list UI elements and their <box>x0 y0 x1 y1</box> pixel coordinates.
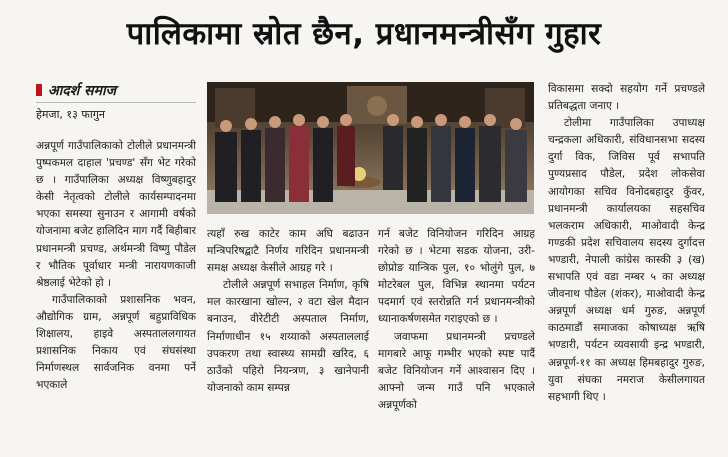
article-column-2 <box>207 226 369 454</box>
byline <box>36 80 196 103</box>
paragraph: अन्नपूर्ण गाउँपालिकाको टोलीले प्रधानमन्त्री पुष्पकमल दाहाल 'प्रचण्ड' सँग भेट गरेको छ । गाउँपालिका अध्यक्ष विष्णुबहादुर केसी नेतृत्वको टोलीले कार्यसम्पादनमा भएका समस्या सुनाउन र आगामी वर्षको योजनामा बजेट हालिदिन माग गर्दै बिहीबार प्रधानमन्त्री प्रचण्ड, अर्थमन्त्री विष्णु पौडेल र भौतिक पूर्वाधार मन्त्री नारायणकाजी श्रेष्ठलाई भेटेको हो । <box>36 140 196 289</box>
byline-marker <box>36 84 42 96</box>
group-photo-image <box>207 82 534 214</box>
article-column-3 <box>378 226 535 454</box>
paragraph: टोलीले अन्नपूर्ण सभाहल निर्माण, कृषि मल कारखाना खोल्न, २ वटा खेल मैदान बनाउन, वीरेटीटी अस्पताल निर्माण, निर्माणाधीन १५ शय्याको अस्पताललाई उपकरण तथा स्वास्थ्य सामग्री खरिद, ६ ठाउँको पहिरो नियन्त्रण, ३ खानेपानी योजनाको काम सम्पन्न <box>207 279 369 394</box>
dateline: हेमजा, १३ फागुन <box>36 108 105 121</box>
paragraph: गर्न बजेट विनियोजन गरिदिन आग्रह गरेको छ । भेटमा सडक योजना, उरी-छोप्रोङ यान्त्रिक पुल, १० भोलुंगे पुल, ७ मोटरेबल पुल, विभिन्न स्थानमा पर्यटन पदमार्ग एवं स्तरोन्नति गर्न प्रधानमन्त्रीको ध्यानाकर्षणसमेत गराइएको छ । <box>378 228 535 326</box>
headline: पालिकामा स्रोत छैन, प्रधानमन्त्रीसँग गुहार <box>126 16 602 52</box>
paragraph: जवाफमा प्रधानमन्त्री प्रचण्डले मागबारे आफू गम्भीर भएको स्पष्ट पार्दै बजेट विनियोजन गर्ने आश्वासन दिए । आफ्नो जन्म गाउँ पनि भएकाले अन्नपूर्णको <box>378 330 535 411</box>
paragraph: विकासमा सक्दो सहयोग गर्ने प्रचण्डले प्रतिबद्धता जनाए । <box>548 83 705 113</box>
paragraph: टोलीमा गाउँपालिका उपाध्यक्ष चन्द्रकला अधिकारी, संविधानसभा सदस्य दुर्गा विक, जिविस पूर्व सभापति पुण्यप्रसाद पौडेल, प्रदेश लोकसेवा आयोगका सचिव विनोदबहादुर कुँवर, प्रधानमन्त्री कार्यालयका सहसचिव भलकराम अधिकारी, माओवादी केन्द्र गण्डकी प्रदेश सचिवालय सदस्य दुर्गादत्त भण्डारी, नेपाली कांग्रेस कास्की ३ (ख) सभापति एवं वडा नम्बर ५ का अध्यक्ष जीवनाथ पौडेल (शंकर), माओवादी केन्द्र अन्नपूर्ण अध्यक्ष धर्म गुरुङ, अन्नपूर्ण काठमाडौं समाजका कोषाध्यक्ष ऋषि भण्डारी, पर्यटन व्यवसायी इन्द्र भण्डारी, अन्नपूर्ण-११ का अध्यक्ष हिमबहादुर गुरुङ, युवा संघका नमराज केसीलगायत सहभागी थिए । <box>548 117 705 403</box>
byline-text: आदर्श समाज <box>48 83 116 99</box>
paragraph: त्यहाँ रुख काटेर काम अघि बढाउन मन्त्रिपरिषद्बाटै निर्णय गरिदिन प्रधानमन्त्री समक्ष अध्यक्ष केसीले आग्रह गरे । <box>207 228 369 275</box>
article-column-4 <box>548 81 705 454</box>
group-photo-illustration <box>207 82 534 214</box>
paragraph: गाउँपालिकाको प्रशासनिक भवन, औद्योगिक ग्राम, अन्नपूर्ण बहुप्राविधिक शिक्षालय, हाइवे अस्पताललगायत प्रशासनिक निकाय एवं संघसंस्था निर्माणस्थल सार्वजनिक वनमा पर्ने भएकाले <box>36 293 196 392</box>
article-column-1 <box>36 138 196 454</box>
